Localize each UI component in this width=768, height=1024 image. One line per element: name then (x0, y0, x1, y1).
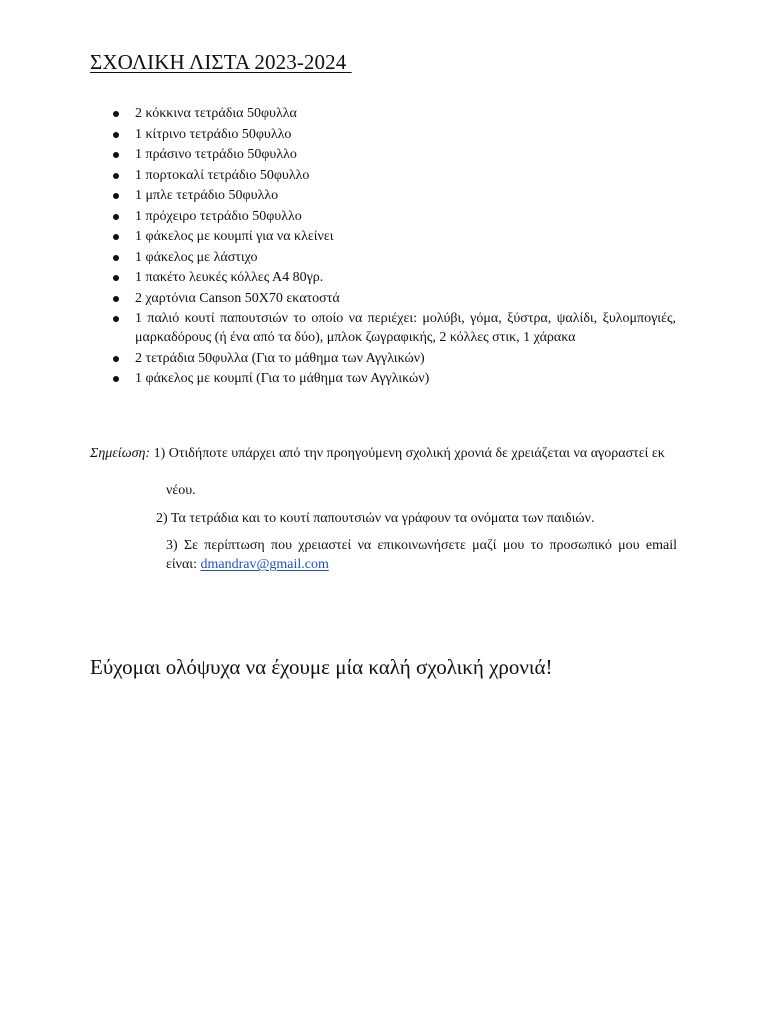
list-item (90, 349, 676, 368)
document-title: ΣΧΟΛΙΚΗ ΛΙΣΤΑ 2023-2024 (90, 50, 352, 74)
list-item-text: 1 κίτρινο τετράδιο 50φυλλο (135, 126, 292, 142)
list-item-text: 2 κόκκινα τετράδια 50φυλλα (135, 106, 297, 121)
list-item-text: 1 μπλε τετράδιο 50φυλλο (135, 188, 279, 203)
bullet-icon (113, 255, 119, 261)
list-item (90, 369, 676, 388)
list-item-text: 1 πρόχειρο τετράδιο 50φυλλο (135, 208, 302, 224)
list-item-text: 2 χαρτόνια Canson 50X70 εκατοστά (135, 290, 340, 306)
list-item-text: 1 φάκελος με κουμπί για να κλείνει (135, 229, 334, 244)
list-item-text: 1 παλιό κουτί παπουτσιών το οποίο να περιέχει: μολύβι, γόμα, ξύστρα, ψαλίδι, ξυλομπογιές, μαρκαδόρους (ή ένα από τα δύο), μπλοκ ζωγραφικής, 2 κόλλες στικ, 1 χάρακα (135, 311, 676, 345)
list-item-text: 1 φάκελος με κουμπί (Για το μάθημα των Αγγλικών) (135, 371, 430, 386)
note-point-2: 2) Τα τετράδια και το κουτί παπουτσιών να γράφουν τα ονόματα των παιδιών. (156, 511, 595, 526)
bullet-icon (113, 376, 119, 382)
bullet-icon (113, 111, 119, 117)
note-point-3-text: 3) Σε περίπτωση που χρειαστεί να επικοινωνήσετε μαζί μου το προσωπικό μου email είναι: (166, 538, 677, 572)
list-item (90, 104, 676, 123)
list-item (90, 248, 676, 267)
list-item (90, 207, 676, 226)
bullet-icon (113, 132, 119, 138)
list-item-text: 1 φάκελος με λάστιχο (135, 249, 258, 265)
note-point-1: 1) Οτιδήποτε υπάρχει από την προηγούμενη σχολική χρονιά δε χρειάζεται να αγοραστεί εκ (150, 446, 665, 461)
bullet-icon (113, 193, 119, 199)
bullet-icon (113, 275, 119, 281)
list-item-text: 1 πορτοκαλί τετράδιο 50φυλλο (135, 167, 310, 183)
list-item (90, 309, 676, 347)
list-item-text: 1 πακέτο λευκές κόλλες Α4 80γρ. (135, 270, 324, 285)
list-item (90, 227, 676, 246)
note-label: Σημείωση: (90, 446, 151, 461)
list-item (90, 166, 676, 185)
note-point-1-continuation: νέου. (166, 483, 196, 498)
list-item (90, 289, 676, 308)
list-item (90, 268, 676, 287)
list-item (90, 145, 676, 164)
note-line-1 (90, 444, 677, 463)
bullet-icon (113, 152, 119, 158)
list-item-text: 2 τετράδια 50φυλλα (Για το μάθημα των Αγγλικών) (135, 350, 425, 366)
list-item (90, 125, 676, 144)
bullet-icon (113, 316, 119, 322)
note-point-3 (166, 536, 677, 574)
bullet-icon (113, 296, 119, 302)
closing-message: Εύχομαι ολόψυχα να έχουμε μία καλή σχολική χρονιά! (90, 655, 553, 679)
supply-list (90, 104, 676, 390)
bullet-icon (113, 173, 119, 179)
email-link[interactable]: dmandrav@gmail.com (200, 557, 329, 572)
bullet-icon (113, 214, 119, 220)
bullet-icon (113, 356, 119, 362)
list-item (90, 186, 676, 205)
list-item-text: 1 πράσινο τετράδιο 50φυλλο (135, 147, 297, 162)
bullet-icon (113, 234, 119, 240)
